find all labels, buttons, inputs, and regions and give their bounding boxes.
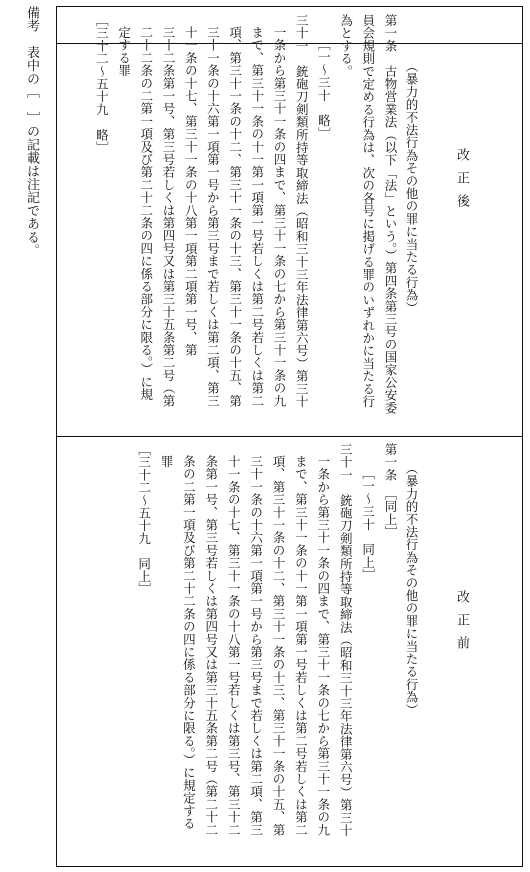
header-after: 改正後 [454,148,469,217]
before-line: ［三十二～五十九 同上］ [136,443,152,596]
before-line: 条第一号、第三号若しくは第四号又は第三十五条第二号（第二十二 [203,455,219,836]
before-line: 条の二第一項及び第二十二条の四に係る部分に限る。）に規定する [181,455,197,830]
after-line: 定する罪 [116,26,132,77]
before-line: 罪 [159,455,174,468]
after-line: 三十一 銃砲刀剣類所持等取締法（昭和三十三年法律第六号）第三十 [294,14,310,408]
before-line: 第一条 ［同上］ [383,443,398,539]
before-line: 一条から第三十一条の四まで、第三十一条の七から第三十一条の九 [315,455,331,836]
before-line: まで、第三十一条の十一第一項第一号若しくは第二号若しくは第二 [293,455,309,836]
section-divider [56,436,523,437]
before-line: 三十一 銃砲刀剣類所持等取締法（昭和三十三年法律第六号）第三十 [338,443,354,837]
after-line: 二十二条の二第一項及び第二十二条の四に係る部分に限る。）に規 [138,26,154,401]
after-line: 三十二条第一号、第三号若しくは第四号又は第三十五条第二号（第 [161,26,176,407]
before-line: ［一～三十 同上］ [360,467,376,582]
before-line: 項、第三十一条の十二、第三十一条の十三、第三十一条の十五、第 [271,455,286,836]
after-heading: （暴力的不法行為その他の罪に当たる行為） [404,60,419,314]
before-line: 十一条の十七、第三十一条の十八第一号若しくは第三号、第三十二 [226,455,242,836]
after-line: 員会規則で定める行為は、次の各号に掲げる罪のいずれかに当たる行 [360,14,376,408]
after-line: 一条から第三十一条の四まで、第三十一条の七から第三十一条の九 [272,26,287,407]
after-line: ［一～三十 略］ [316,38,332,140]
after-line: 為とする。 [338,14,354,78]
after-line: 十一条の十七、第三十一条の十八第一項第二項第一号、第 [183,26,199,357]
note-text: 備考 表中の［ ］の記載は注記である。 [24,6,39,257]
before-heading: （暴力的不法行為その他の罪に当たる行為） [404,462,419,716]
after-line: 第一条 古物営業法（以下「法」という。）第四条第三号の国家公安委 [383,14,398,415]
before-line: 三十一条の十六第一項第一号から第三号まで若しくは第二項、第三 [248,455,264,836]
header-before: 改正前 [454,590,469,659]
after-line: 項、第三十一条の十二、第三十一条の十三、第三十一条の十五、第 [227,26,243,407]
after-line: ［三十二～五十九 略］ [94,14,110,154]
after-line: 三十一条の十六第一項第一号から第三号まで若しくは第二項、第三 [205,26,221,407]
after-line: まで、第三十一条の十一第一項第一号若しくは第二号若しくは第二 [249,26,265,407]
